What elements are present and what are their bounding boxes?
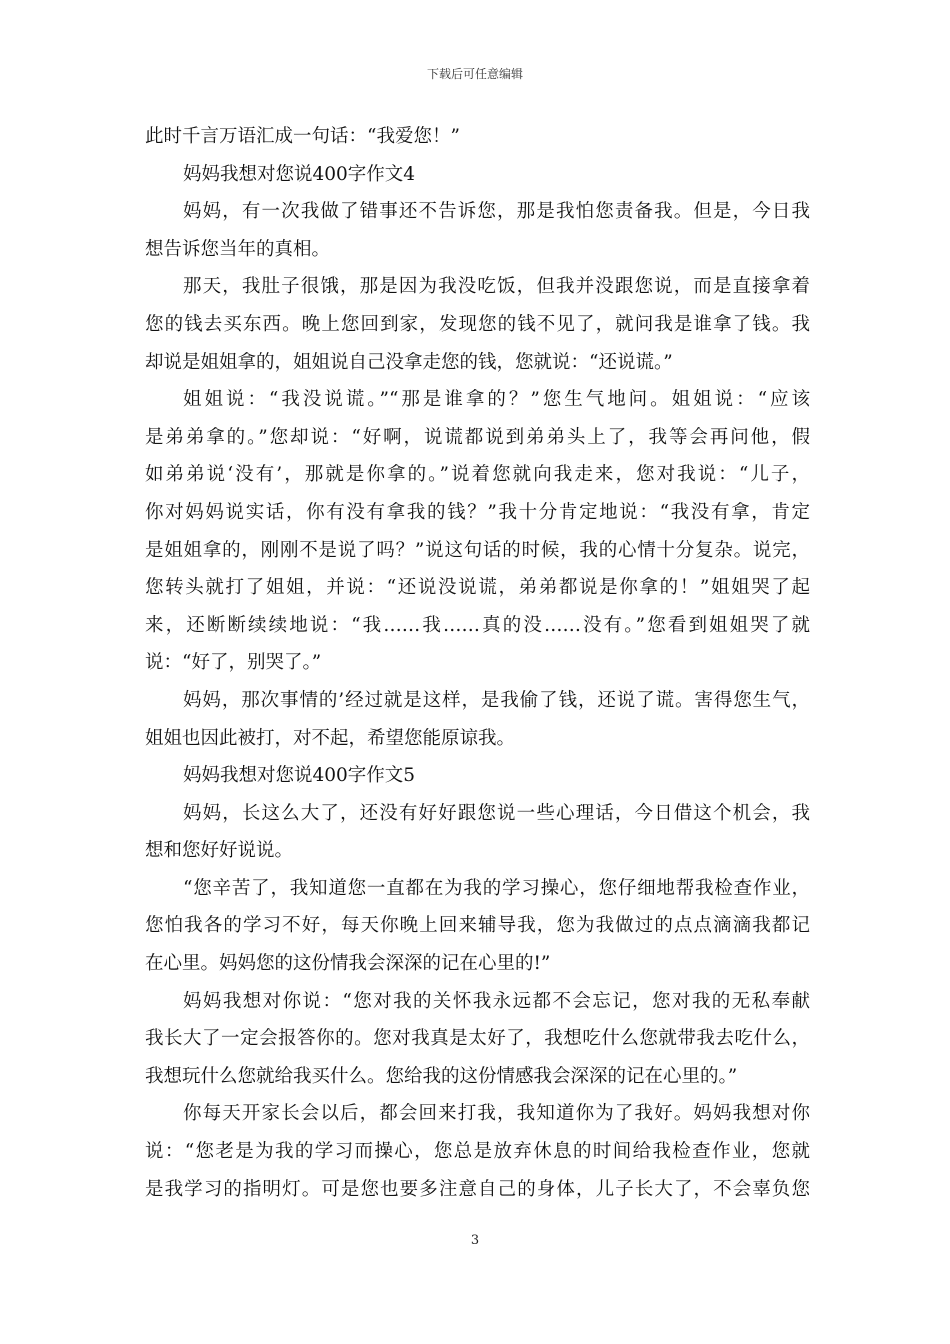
text-line: 那天，我肚子很饿，那是因为我没吃饭，但我并没跟您说，而是直接拿着 xyxy=(183,276,810,298)
text-line: 您怕我各的学习不好，每天你晚上回来辅导我，您为我做过的点点滴滴我都记 xyxy=(145,915,810,937)
text-line: 妈妈，那次事情的’经过就是这样，是我偷了钱，还说了谎。害得您生气， xyxy=(183,689,810,711)
text-line: 是我学习的指明灯。可是您也要多注意自己的身体，儿子长大了，不会辜负您 xyxy=(145,1178,810,1200)
text-line: 姐姐说：“我没说谎。”“那是谁拿的？”您生气地问。姐姐说：“应该 xyxy=(183,389,810,411)
text-line: 如弟弟说‘没有’，那就是你拿的。”说着您就向我走来，您对我说：“儿子， xyxy=(145,464,810,486)
text-line: 说：“您老是为我的学习而操心，您总是放弃休息的时间给我检查作业，您就 xyxy=(145,1141,810,1163)
text-line: 来，还断断续续地说：“我……我……真的没……没有。”您看到姐姐哭了就 xyxy=(145,614,810,636)
text-line: 我长大了一定会报答你的。您对我真是太好了，我想吃什么您就带我去吃什么， xyxy=(145,1028,810,1050)
section-heading: 妈妈我想对您说400字作文4 xyxy=(183,163,416,185)
text-line: 说：“好了，别哭了。” xyxy=(145,652,322,674)
text-line: 妈妈，有一次我做了错事还不告诉您，那是我怕您责备我。但是，今日我 xyxy=(183,201,810,223)
text-line: 却说是姐姐拿的，姐姐说自己没拿走您的钱，您就说：“还说谎。” xyxy=(145,351,673,373)
text-line: 你每天开家长会以后，都会回来打我，我知道你为了我好。妈妈我想对你 xyxy=(183,1103,810,1125)
text-line: 在心里。妈妈您的这份情我会深深的记在心里的!” xyxy=(145,953,551,975)
text-line: 是弟弟拿的。”您却说：“好啊，说谎都说到弟弟头上了，我等会再问他，假 xyxy=(145,426,810,448)
text-line: 您的钱去买东西。晚上您回到家，发现您的钱不见了，就问我是谁拿了钱。我 xyxy=(145,313,810,335)
document-body xyxy=(145,118,810,1208)
text-line: 妈妈我想对你说：“您对我的关怀我永远都不会忘记，您对我的无私奉献 xyxy=(183,990,810,1012)
page-header: 下载后可任意编辑 xyxy=(426,67,523,81)
text-line: 姐姐也因此被打，对不起，希望您能原谅我。 xyxy=(145,727,516,749)
text-line: 我想玩什么您就给我买什么。您给我的这份情感我会深深的记在心里的。” xyxy=(145,1065,738,1087)
text-line: 想告诉您当年的真相。 xyxy=(145,238,331,260)
text-line: 你对妈妈说实话，你有没有拿我的钱？”我十分肯定地说：“我没有拿，肯定 xyxy=(145,501,810,523)
text-line: 是姐姐拿的，刚刚不是说了吗？”说这句话的时候，我的心情十分复杂。说完， xyxy=(145,539,810,561)
text-line: 妈妈，长这么大了，还没有好好跟您说一些心理话，今日借这个机会，我 xyxy=(183,802,810,824)
text-line: “您辛苦了，我知道您一直都在为我的学习操心，您仔细地帮我检查作业， xyxy=(183,877,810,899)
section-heading: 妈妈我想对您说400字作文5 xyxy=(183,765,416,787)
page-number: 3 xyxy=(470,1233,480,1248)
text-line: 想和您好好说说。 xyxy=(145,840,294,862)
text-line: 您转头就打了姐姐，并说：“还说没说谎，弟弟都说是你拿的！”姐姐哭了起 xyxy=(145,577,810,599)
text-line: 此时千言万语汇成一句话：“我爱您！” xyxy=(145,126,460,147)
